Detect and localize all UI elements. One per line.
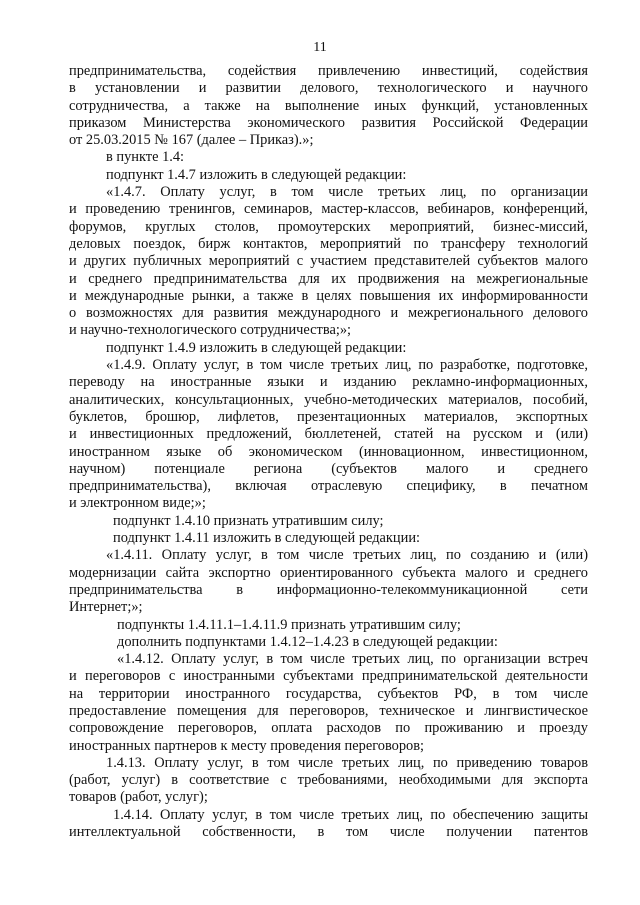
- text-line-16: и научно-технологического сотрудничества;»;: [69, 322, 352, 339]
- text-line-33: подпункты 1.4.11.1–1.4.11.9 признать утратившим силу;: [117, 616, 461, 633]
- text-line-38: предоставление помещения для переговоров, техническое и лингвистическое: [69, 702, 588, 719]
- text-line-25: предпринимательства), включая отраслевую специфику, в печатном: [69, 478, 588, 495]
- text-line-41: 1.4.13. Оплату услуг, в том числе третьих лиц, по приведению товаров: [106, 754, 588, 771]
- text-line-1: предпринимательства, содействия привлечению инвестиций, содействия: [69, 63, 588, 79]
- text-line-28: подпункт 1.4.11 изложить в следующей редакции:: [113, 530, 421, 547]
- text-line-12: и других публичных мероприятий с участием представителей субъектов малого: [69, 253, 588, 270]
- document-body: [69, 63, 588, 841]
- text-line-44: 1.4.14. Оплату услуг, в том числе третьих лиц, по обеспечению защиты: [113, 806, 588, 823]
- text-line-18: «1.4.9. Оплату услуг, в том числе третьих лиц, по разработке, подготовке,: [106, 357, 588, 374]
- text-line-7: подпункт 1.4.7 изложить в следующей редакции:: [106, 166, 407, 183]
- text-line-30: модернизации сайта экспортно ориентированного субъекта малого и среднего: [69, 564, 588, 581]
- text-line-43: товаров (работ, услуг);: [69, 789, 208, 806]
- text-line-23: иностранном языке об экономическом (инновационном, инвестиционном,: [69, 443, 588, 460]
- text-line-13: и среднего предпринимательства для их продвижения на межрегиональные: [69, 270, 588, 287]
- text-line-17: подпункт 1.4.9 изложить в следующей редакции:: [106, 339, 407, 356]
- text-line-27: подпункт 1.4.10 признать утратившим силу;: [113, 512, 384, 529]
- text-line-36: и переговоров с иностранными субъектами предпринимательской деятельности: [69, 668, 588, 685]
- text-line-32: Интернет;»;: [69, 599, 143, 616]
- text-line-14: и международные рынки, а также в целях повышения их информированности: [69, 287, 588, 304]
- text-line-19: переводу на иностранные языки и изданию рекламно-информационных,: [69, 374, 588, 391]
- text-line-40: иностранных партнеров к месту проведения переговоров;: [69, 737, 425, 754]
- text-line-35: «1.4.12. Оплату услуг, в том числе третьих лиц, по организации встреч: [117, 651, 588, 668]
- text-line-4: приказом Министерства экономического развития Российской Федерации: [69, 114, 588, 131]
- text-line-6: в пункте 1.4:: [106, 149, 185, 166]
- page-number: 11: [313, 40, 327, 55]
- text-line-3: сотрудничества, а также на выполнение иных функций, установленных: [69, 97, 588, 114]
- text-line-31: предпринимательства в информационно-телекоммуникационной сети: [69, 581, 588, 598]
- text-line-10: форумов, круглых столов, промоутерских мероприятий, бизнес-миссий,: [69, 218, 588, 235]
- text-line-29: «1.4.11. Оплату услуг, в том числе третьих лиц, по созданию и (или): [106, 547, 588, 564]
- text-line-8: «1.4.7. Оплату услуг, в том числе третьих лиц, по организации: [106, 184, 588, 201]
- text-line-45: интеллектуальной собственности, в том числе получении патентов: [69, 824, 588, 841]
- text-line-24: научном) потенциале региона (субъектов малого и среднего: [69, 460, 588, 477]
- text-line-5: от 25.03.2015 № 167 (далее – Приказ).»;: [69, 132, 314, 149]
- text-line-37: на территории иностранного государства, субъектов РФ, в том числе: [69, 685, 588, 702]
- text-line-20: аналитических, консультационных, учебно-методических материалов, пособий,: [69, 391, 588, 408]
- text-line-11: деловых поездок, бирж контактов, мероприятий по трансферу технологий: [69, 235, 588, 252]
- text-line-42: (работ, услуг) в соответствие с требованиями, необходимыми для экспорта: [69, 772, 588, 789]
- text-line-15: о возможностях для развития международного и межрегионального делового: [69, 305, 588, 322]
- text-line-26: и электронном виде;»;: [69, 495, 206, 512]
- text-line-2: в установлении и развитии делового, технологического и научного: [69, 80, 588, 97]
- text-line-22: и инвестиционных предложений, бюллетеней, статей на русском и (или): [69, 426, 588, 443]
- text-line-34: дополнить подпунктами 1.4.12–1.4.23 в следующей редакции:: [117, 633, 498, 650]
- text-line-21: буклетов, брошюр, лифлетов, презентационных материалов, экспортных: [69, 408, 588, 425]
- text-line-9: и проведению тренингов, семинаров, мастер-классов, вебинаров, конференций,: [69, 201, 588, 218]
- text-line-39: сопровождение переговоров, оплата расходов по проживанию и проезду: [69, 720, 588, 737]
